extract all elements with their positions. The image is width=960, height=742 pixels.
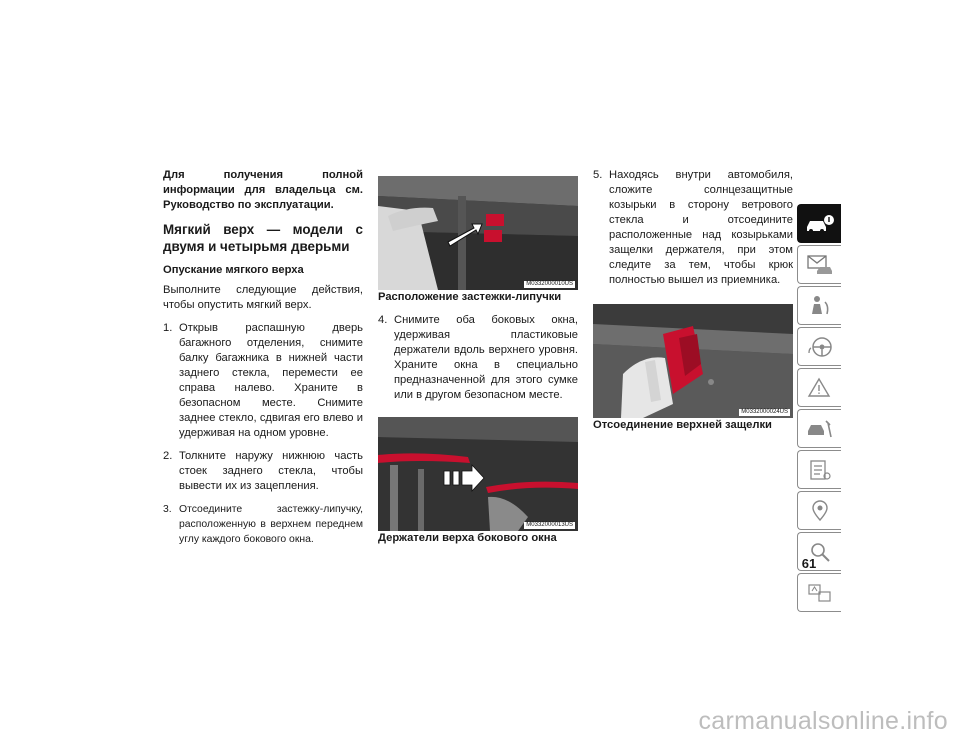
step-1 (163, 321, 363, 441)
warning-road-icon (805, 376, 835, 400)
checklist-icon (805, 458, 835, 482)
figure-code: M0332000024US (741, 409, 788, 415)
subsection-heading: Опускание мягкого верха (163, 264, 304, 276)
mail-car-icon (805, 253, 835, 277)
photo-velcro-location (378, 176, 578, 290)
tab-safety[interactable] (797, 286, 841, 325)
car-service-icon (805, 417, 835, 441)
tab-service[interactable] (797, 409, 841, 448)
section-heading: Мягкий верх — модели с двумя и четырьмя дверьми (163, 222, 363, 254)
figure-caption: Отсоединение верхней защелки (593, 419, 772, 431)
chapter-tabs (797, 204, 841, 614)
figure-caption: Расположение застежки-липучки (378, 291, 562, 303)
tab-emergency[interactable] (797, 368, 841, 407)
step-number: 2. (163, 450, 173, 462)
step-text: Открыв распашную дверь багажного отделения, снимите балку багажника в нижней части заднего стекла, перемести ее справа налево. Храните в безопасном месте. Снимите заднее стекло, сдвигая его влево и удерживая на одном уровне. (179, 322, 363, 439)
lead-paragraph: Выполните следующие действия, чтобы опустить мягкий верх. (163, 284, 363, 311)
figure-side-window-retainers (378, 417, 578, 531)
figure-code: M0332000013US (526, 522, 573, 528)
step-text: Толкните наружу нижнюю часть стоек заднего стекла, чтобы вывести их из зацепления. (179, 450, 363, 492)
step-number: 5. (593, 169, 603, 181)
car-info-icon (805, 213, 835, 235)
photo-side-window-retainers (378, 417, 578, 531)
figure-caption: Держатели верха бокового окна (378, 532, 557, 544)
step-number: 4. (378, 314, 388, 326)
watermark: carmanualsonline.info (698, 707, 948, 735)
intro-note: Для получения полной информации для владельца см. Руководство по эксплуатации. (163, 169, 363, 211)
step-number: 1. (163, 322, 173, 334)
column-left (163, 168, 363, 547)
step-5 (593, 168, 793, 288)
tab-driving[interactable] (797, 327, 841, 366)
page-number: 61 (801, 556, 817, 571)
figure-code: M0332000010US (526, 281, 573, 287)
step-text: Снимите оба боковых окна, удерживая пластиковые держатели вдоль верхнего уровня. Храните окна в специально предназначенной для этого сумке или в другом безопасном месте. (394, 314, 578, 401)
tab-mail-car[interactable] (797, 245, 841, 284)
step-number: 3. (163, 504, 172, 515)
tab-specifications[interactable] (797, 450, 841, 489)
step-text: Отсоедините застежку-липучку, расположенную в верхнем переднем углу каждого бокового окна. (179, 504, 363, 545)
tab-languages[interactable] (797, 573, 841, 612)
language-icon (805, 581, 835, 605)
map-pin-icon (805, 499, 835, 523)
step-3 (163, 502, 363, 547)
safety-person-icon (805, 294, 835, 318)
figure-velcro-location (378, 176, 578, 290)
column-right (593, 168, 793, 433)
photo-upper-latch (593, 304, 793, 418)
tab-multimedia[interactable] (797, 491, 841, 530)
step-2 (163, 449, 363, 494)
steering-wheel-icon (805, 335, 835, 359)
step-text: Находясь внутри автомобиля, сложите солнцезащитные козырьки в сторону ветрового стекла и отсоедините расположенные над козырьками защелки держателя, при этом следите за тем, чтобы крюк полностью вышел из приемника. (609, 169, 793, 286)
column-middle (378, 176, 578, 546)
step-4 (378, 313, 578, 403)
figure-upper-latch (593, 304, 793, 418)
tab-car-info[interactable] (797, 204, 841, 243)
